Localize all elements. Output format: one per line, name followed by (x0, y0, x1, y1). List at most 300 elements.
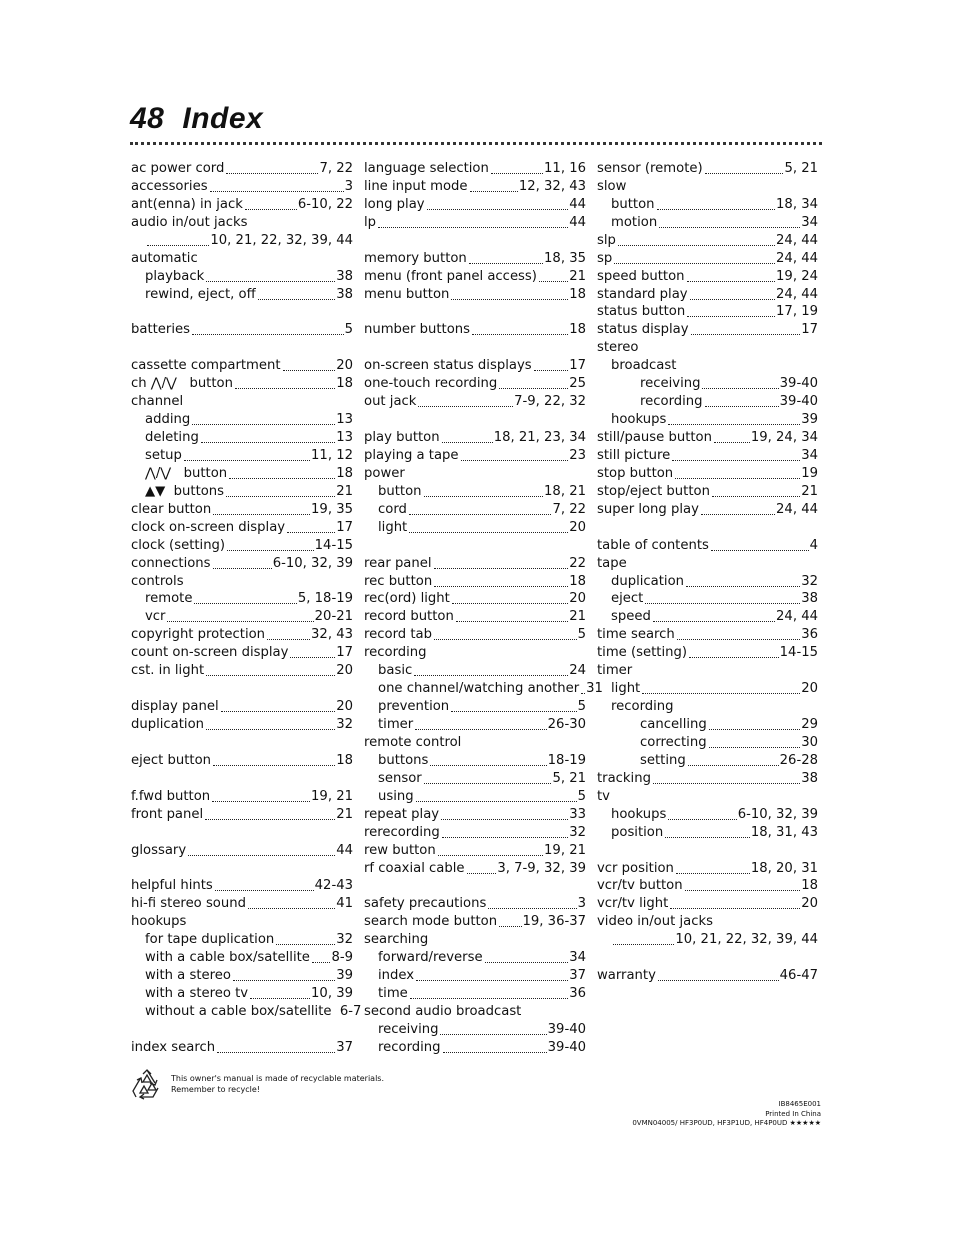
entry-pages: 19, 21 (544, 842, 586, 858)
dot-leader (714, 442, 750, 443)
entry-pages: 18, 20, 31 (750, 860, 818, 876)
entry-term: recording (640, 394, 703, 410)
dot-leader (701, 514, 775, 515)
entry-pages: 39-40 (547, 1039, 586, 1055)
page-title (130, 100, 830, 138)
entry-term: connections (131, 555, 211, 571)
entry-term: f.fwd button (131, 788, 211, 804)
index-entry (364, 967, 586, 985)
entry-pages: 32 (801, 573, 818, 589)
entry-pages: 19, 36-37 (522, 914, 586, 930)
entry-pages: 30 (801, 734, 818, 750)
entry-term: line input mode (364, 178, 468, 194)
index-entry (131, 591, 353, 609)
entry-pages: 14-15 (314, 537, 353, 553)
index-entry (131, 537, 353, 555)
dot-leader (424, 496, 544, 497)
entry-pages: 36 (569, 986, 586, 1002)
dot-leader (206, 675, 335, 676)
entry-term: recording (378, 1039, 441, 1055)
dot-leader (378, 227, 568, 228)
dot-leader (499, 926, 521, 927)
spacer (597, 949, 818, 967)
entry-pages: 41 (336, 896, 353, 912)
entry-term: video in/out jacks (597, 914, 713, 930)
dot-leader (147, 245, 209, 246)
entry-term: ac power cord (131, 160, 225, 176)
entry-pages: 18 (569, 322, 586, 338)
entry-term: broadcast (611, 358, 677, 374)
dot-leader (217, 1052, 335, 1053)
dotted-divider (130, 142, 822, 145)
index-entry (364, 770, 586, 788)
entry-term: status button (597, 304, 686, 320)
dot-leader (687, 281, 776, 282)
index-entry (597, 626, 818, 644)
entry-term: position (611, 824, 664, 840)
entry-pages: 18, 31, 43 (750, 824, 818, 840)
entry-term: receiving (378, 1021, 439, 1037)
spacer (597, 842, 818, 860)
entry-pages: 5 (577, 699, 586, 715)
dot-leader (235, 388, 335, 389)
dot-leader (215, 890, 314, 891)
index-entry (131, 895, 353, 913)
index-entry (597, 268, 818, 286)
entry-term: speed (611, 609, 651, 625)
entry-term: record tab (364, 627, 432, 643)
dot-leader (534, 370, 569, 371)
entry-pages: 24, 44 (776, 286, 818, 302)
entry-pages: 20 (569, 591, 586, 607)
dot-leader (686, 586, 800, 587)
entry-term: ▲▼ buttons (145, 483, 225, 499)
index-entry (364, 662, 586, 680)
entry-pages: 38 (801, 591, 818, 607)
entry-pages: 24 (569, 663, 586, 679)
entry-term: standard play (597, 286, 688, 302)
index-entry (364, 447, 586, 465)
index-entry (131, 608, 353, 626)
dot-leader (213, 514, 310, 515)
index-entry (364, 716, 586, 734)
entry-pages: 10, 21, 22, 32, 39, 44 (210, 232, 353, 248)
entry-term: tv (597, 788, 610, 804)
index-entry (597, 860, 818, 878)
entry-term: vcr/tv button (597, 878, 683, 894)
dot-leader (499, 388, 568, 389)
entry-term: with a cable box/satellite (145, 950, 310, 966)
entry-pages: 10, 39 (311, 986, 353, 1002)
entry-pages: 19, 24, 34 (750, 430, 818, 446)
dot-leader (709, 747, 801, 748)
entry-term: still/pause button (597, 430, 712, 446)
entry-pages: 44 (569, 196, 586, 212)
entry-term: menu (front panel access) (364, 268, 537, 284)
entry-pages: 21 (569, 268, 586, 284)
spacer (131, 824, 353, 842)
entry-pages: 11, 12 (311, 447, 353, 463)
index-entry (364, 734, 586, 752)
index-entry (131, 573, 353, 591)
entry-term: index (378, 968, 415, 984)
dot-leader (658, 980, 779, 981)
index-entry (364, 573, 586, 591)
entry-pages: 20 (801, 896, 818, 912)
entry-pages: 5 (344, 322, 353, 338)
index-entry (597, 537, 818, 555)
entry-term: using (378, 788, 414, 804)
index-entry (131, 913, 353, 931)
index-entry (131, 967, 353, 985)
entry-pages: 39 (336, 968, 353, 984)
entry-pages: 3 (344, 178, 353, 194)
entry-pages: 14-15 (779, 645, 818, 661)
entry-term: on-screen status displays (364, 358, 532, 374)
entry-pages: 31 (586, 681, 603, 697)
dot-leader (470, 191, 518, 192)
entry-pages: 18-19 (547, 752, 586, 768)
index-entry (597, 680, 818, 698)
index-entry (597, 429, 818, 447)
entry-term: rf coaxial cable (364, 860, 465, 876)
entry-pages: 38 (336, 268, 353, 284)
entry-term: time (378, 986, 408, 1002)
entry-term: slow (597, 178, 627, 194)
index-entry (131, 878, 353, 896)
dot-leader (645, 603, 800, 604)
dot-leader (685, 890, 801, 891)
entry-pages: 17, 19 (776, 304, 818, 320)
entry-term: channel (131, 394, 184, 410)
dot-leader (613, 944, 674, 945)
entry-term: timer (597, 663, 633, 679)
entry-pages: 19, 21 (311, 788, 353, 804)
dot-leader (424, 783, 552, 784)
dot-leader (416, 980, 568, 981)
dot-leader (690, 299, 775, 300)
entry-pages: 33 (569, 806, 586, 822)
index-entry (597, 339, 818, 357)
dot-leader (438, 855, 543, 856)
print-info (632, 1100, 821, 1129)
entry-pages: 18 (569, 573, 586, 589)
entry-pages: 17 (336, 645, 353, 661)
index-entry (364, 1021, 586, 1039)
index-entry (597, 483, 818, 501)
dot-leader (461, 460, 569, 461)
index-entry (131, 250, 353, 268)
index-entry (131, 357, 353, 375)
index-entry (597, 698, 818, 716)
entry-term: buttons (378, 752, 429, 768)
entry-term: speed button (597, 268, 685, 284)
dot-leader (442, 837, 568, 838)
entry-term: accessories (131, 178, 208, 194)
entry-term: hi-fi stereo sound (131, 896, 246, 912)
index-entry (131, 411, 353, 429)
dot-leader (287, 532, 335, 533)
dot-leader (456, 621, 568, 622)
entry-pages: 25 (569, 376, 586, 392)
recycle-line-2: Remember to recycle! (171, 1085, 260, 1094)
dot-leader (415, 729, 546, 730)
entry-term: rerecording (364, 824, 440, 840)
entry-pages: 19, 35 (311, 501, 353, 517)
entry-term: tape (597, 555, 627, 571)
index-entry (364, 357, 586, 375)
entry-pages: 18 (336, 465, 353, 481)
entry-term: timer (378, 717, 414, 733)
entry-term: warranty (597, 968, 656, 984)
entry-pages: 18, 21, 23, 34 (493, 430, 586, 446)
entry-term: super long play (597, 501, 699, 517)
index-entry (131, 698, 353, 716)
index-entry (597, 232, 818, 250)
entry-pages: 34 (801, 214, 818, 230)
dot-leader (434, 586, 568, 587)
entry-pages: 37 (569, 968, 586, 984)
entry-pages: 13 (336, 412, 353, 428)
entry-term: one-touch recording (364, 376, 498, 392)
dot-leader (677, 639, 800, 640)
spacer (131, 339, 353, 357)
entry-term: duplication (611, 573, 685, 589)
index-entry (364, 178, 586, 196)
index-entry (597, 608, 818, 626)
index-entry (597, 806, 818, 824)
entry-pages: 18, 21 (544, 483, 586, 499)
index-entry (597, 644, 818, 662)
entry-pages: 20 (336, 699, 353, 715)
page-header (130, 100, 830, 138)
entry-term: time (setting) (597, 645, 687, 661)
dot-leader (290, 657, 335, 658)
entry-term: stereo (597, 340, 639, 356)
index-entry (597, 214, 818, 232)
index-entry (597, 716, 818, 734)
index-entry (597, 304, 818, 322)
dot-leader (192, 334, 344, 335)
entry-term: adding (145, 412, 191, 428)
entry-term: playing a tape (364, 447, 459, 463)
entry-term: vcr/tv light (597, 896, 669, 912)
index-entry (597, 824, 818, 842)
index-entry (364, 895, 586, 913)
entry-term: setup (145, 447, 182, 463)
entry-term: ⋀/⋁ button (145, 465, 228, 481)
index-entry (131, 232, 353, 250)
index-entry (131, 286, 353, 304)
entry-pages: 17 (569, 358, 586, 374)
spacer (364, 537, 586, 555)
entry-pages: 46-47 (779, 968, 818, 984)
entry-term: eject button (131, 752, 212, 768)
index-entry (364, 985, 586, 1003)
entry-term: cord (378, 501, 407, 517)
index-entry (364, 842, 586, 860)
entry-pages: 19, 24 (776, 268, 818, 284)
entry-term: search mode button (364, 914, 498, 930)
index-entry (597, 931, 818, 949)
entry-pages: 7, 22 (552, 501, 586, 517)
index-entry (131, 931, 353, 949)
index-entry (597, 160, 818, 178)
index-entry (131, 447, 353, 465)
dot-leader (675, 478, 800, 479)
entry-term: forward/reverse (378, 950, 483, 966)
dot-leader (250, 998, 310, 999)
entry-term: searching (364, 932, 429, 948)
entry-term: play button (364, 430, 440, 446)
entry-pages: 42-43 (314, 878, 353, 894)
entry-term: light (611, 681, 641, 697)
index-entry (131, 375, 353, 393)
dot-leader (472, 334, 568, 335)
index-entry (131, 519, 353, 537)
dot-leader (226, 173, 318, 174)
index-entry (364, 196, 586, 214)
entry-term: clock (setting) (131, 537, 226, 553)
entry-pages: 11, 16 (544, 160, 586, 176)
index-title: Index (182, 102, 264, 135)
index-entry (597, 788, 818, 806)
dot-leader (672, 460, 800, 461)
dot-leader (409, 532, 568, 533)
entry-term: index search (131, 1039, 216, 1055)
entry-pages: 20 (336, 358, 353, 374)
dot-leader (245, 209, 297, 210)
index-entry (364, 698, 586, 716)
index-entry (131, 1003, 362, 1021)
entry-term: batteries (131, 322, 190, 338)
entry-term: remote (145, 591, 193, 607)
entry-term: stop button (597, 465, 674, 481)
entry-term: tracking (597, 770, 651, 786)
entry-term: deleting (145, 430, 199, 446)
entry-term: out jack (364, 394, 417, 410)
page-number: 48 (130, 102, 165, 135)
entry-term: power (364, 465, 405, 481)
index-entry (364, 591, 586, 609)
dot-leader (409, 514, 552, 515)
spacer (131, 860, 353, 878)
dot-leader (668, 424, 800, 425)
index-entry (364, 788, 586, 806)
index-entry (364, 250, 586, 268)
dot-leader (430, 765, 546, 766)
entry-pages: 39-40 (779, 376, 818, 392)
spacer (364, 304, 586, 322)
entry-term: remote control (364, 734, 462, 750)
entry-term: for tape duplication (145, 932, 275, 948)
entry-term: long play (364, 196, 425, 212)
entry-term: recording (611, 699, 674, 715)
entry-pages: 21 (336, 806, 353, 822)
dot-leader (192, 424, 335, 425)
index-entry (597, 178, 818, 196)
entry-pages: 39-40 (547, 1021, 586, 1037)
dot-leader (434, 639, 577, 640)
dot-leader (451, 299, 568, 300)
entry-pages: 39-40 (779, 394, 818, 410)
index-entry (364, 608, 586, 626)
entry-term: hookups (611, 806, 667, 822)
entry-pages: 13 (336, 430, 353, 446)
index-entry (131, 752, 353, 770)
dot-leader (213, 765, 335, 766)
index-entry (131, 949, 353, 967)
entry-pages: 34 (801, 447, 818, 463)
entry-pages: 8-9 (331, 950, 353, 966)
index-entry (597, 967, 818, 985)
dot-leader (184, 460, 310, 461)
dot-leader (283, 370, 336, 371)
dot-leader (226, 496, 335, 497)
entry-term: hookups (131, 914, 187, 930)
entry-term: front panel (131, 806, 204, 822)
entry-term: cancelling (640, 717, 707, 733)
index-entry (364, 268, 586, 286)
dot-leader (227, 550, 314, 551)
entry-term: playback (145, 268, 205, 284)
entry-pages: 12, 32, 43 (518, 178, 586, 194)
entry-pages: 44 (569, 214, 586, 230)
entry-term: button (378, 483, 422, 499)
entry-pages: 5 (577, 627, 586, 643)
spacer (131, 1021, 353, 1039)
entry-pages: 23 (569, 447, 586, 463)
entry-term: number buttons (364, 322, 471, 338)
dot-leader (688, 765, 779, 766)
dot-leader (653, 621, 775, 622)
entry-pages: 36 (801, 627, 818, 643)
index-entry (597, 411, 818, 429)
entry-term: status display (597, 322, 689, 338)
entry-term: display panel (131, 699, 219, 715)
dot-leader (711, 550, 809, 551)
document-code: IB8465E001 (778, 1100, 821, 1108)
entry-term: with a stereo tv (145, 986, 249, 1002)
index-entry (597, 250, 818, 268)
entry-pages: 6-10, 32, 39 (272, 555, 353, 571)
index-entry (364, 465, 586, 483)
entry-term: correcting (640, 734, 707, 750)
dot-leader (614, 263, 775, 264)
entry-pages: 32 (336, 932, 353, 948)
entry-pages: 3 (577, 896, 586, 912)
index-entry (364, 824, 586, 842)
dot-leader (213, 568, 272, 569)
entry-term: clock on-screen display (131, 519, 286, 535)
dot-leader (205, 819, 335, 820)
index-entry (597, 465, 818, 483)
index-entry (597, 752, 818, 770)
recycle-icon (131, 1068, 163, 1100)
entry-term: sensor (remote) (597, 160, 703, 176)
index-column-2 (364, 160, 603, 1057)
index-entry (131, 465, 353, 483)
entry-term: rec(ord) light (364, 591, 450, 607)
index-entry (364, 1039, 586, 1057)
dot-leader (233, 980, 335, 981)
entry-pages: 24, 44 (776, 501, 818, 517)
entry-term: copyright protection (131, 627, 266, 643)
dot-leader (469, 263, 543, 264)
spacer (597, 519, 818, 537)
index-entry (364, 393, 586, 411)
index-column-3 (597, 160, 818, 985)
